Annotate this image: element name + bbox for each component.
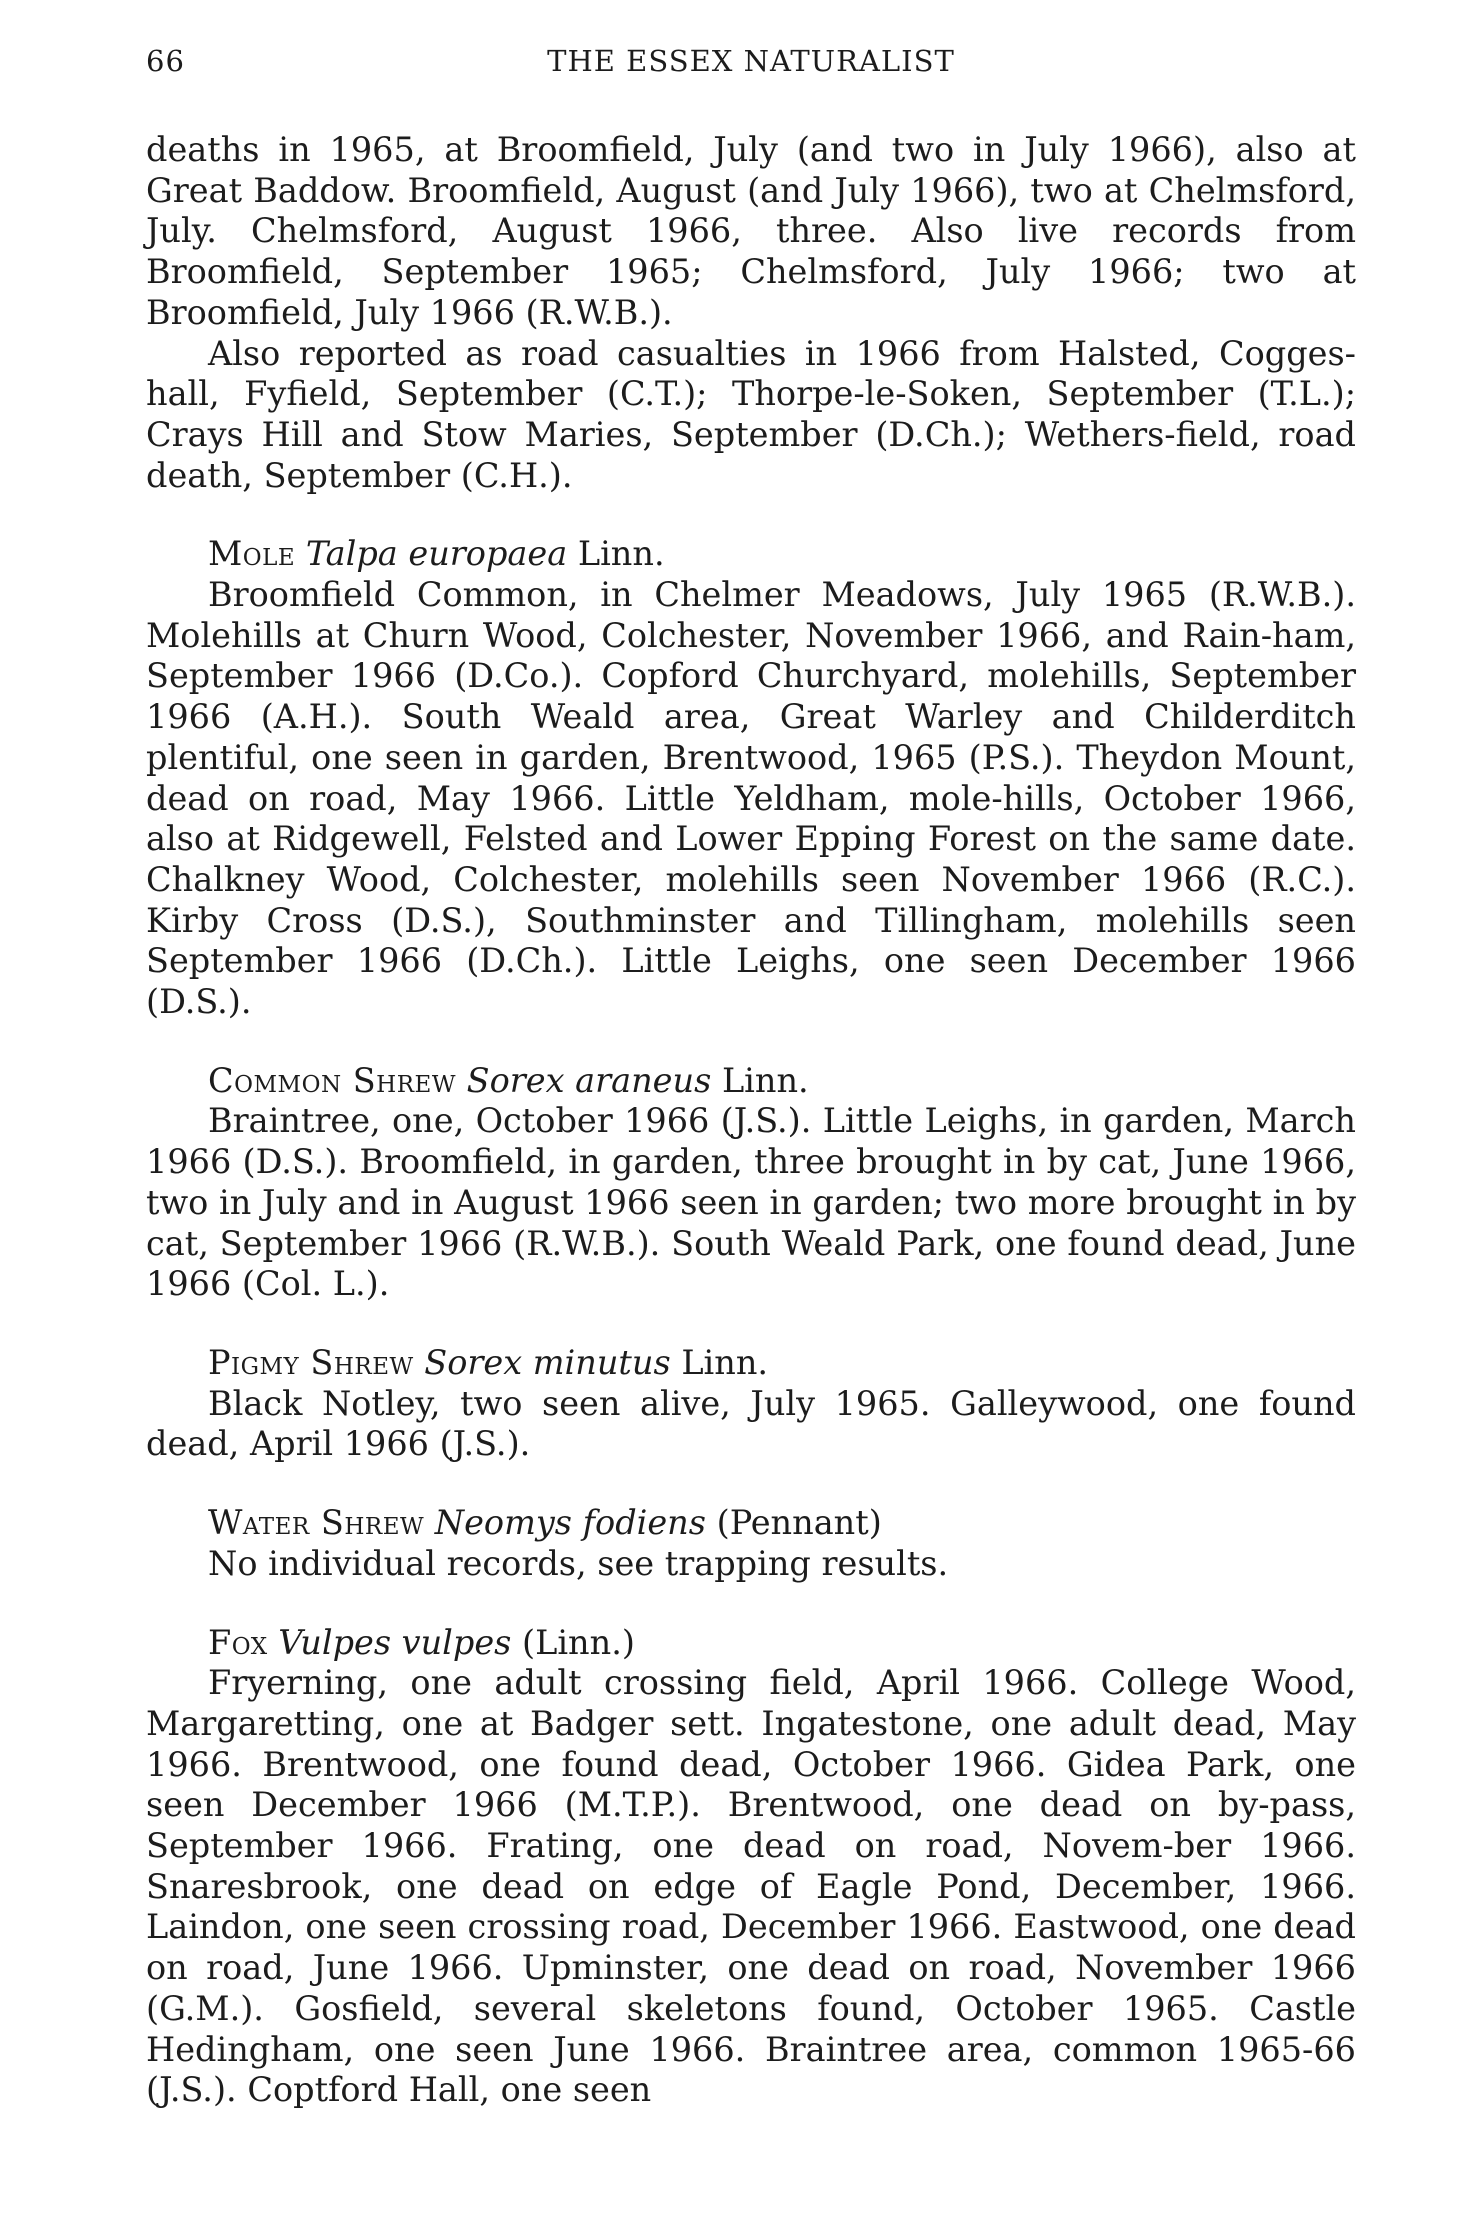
authority: (Linn.) (522, 1622, 635, 1662)
latin-name: Neomys fodiens (434, 1503, 706, 1543)
species-entry-common-shrew (146, 1061, 1356, 1305)
species-entry-mole (146, 534, 1356, 1022)
authority: Linn. (577, 534, 665, 574)
latin-name: Sorex araneus (466, 1060, 712, 1100)
latin-name: Talpa europaea (305, 534, 568, 574)
species-entry-pigmy-shrew (146, 1343, 1356, 1465)
latin-name: Sorex minutus (424, 1342, 671, 1382)
species-heading (146, 1623, 1356, 1664)
species-text: Black Notley, two seen alive, July 1965. Galleywood, one found dead, April 1966 (J.S.). (146, 1383, 1356, 1464)
common-name: Water Shrew (208, 1503, 425, 1543)
intro-paragraph: deaths in 1965, at Broomfield, July (and two in July 1966), also at Great Baddow. Broomfield, August (and July 1966), two at Chelmsford, July. Chelmsford, August 1966, three. Also live records from Broomfield, September 1965; Chelmsford, July 1966; two at Broomfield, July 1966 (R.W.B.). (146, 130, 1356, 332)
intro-paragraph: Also reported as road casualties in 1966 from Halsted, Cogges-hall, Fyfield, September (C.T.); Thorpe-le-Soken, September (T.L.); Crays Hill and Stow Maries, September (D.Ch.); Wethers-field, road death, September (C.H.). (146, 333, 1356, 495)
page-number: 66 (146, 44, 185, 78)
species-heading (146, 1503, 1356, 1544)
species-heading (146, 1343, 1356, 1384)
journal-title: THE ESSEX NATURALIST (547, 44, 955, 78)
common-name: Mole (208, 534, 296, 574)
species-text: Broomfield Common, in Chelmer Meadows, July 1965 (R.W.B.). Molehills at Churn Wood, Colchester, November 1966, and Rain-ham, September 1966 (D.Co.). Copford Churchyard, molehills, September 1966 (A.H.). South Weald area, Great Warley and Childerditch plentiful, one seen in garden, Brentwood, 1965 (P.S.). Theydon Mount, dead on road, May 1966. Little Yeldham, mole-hills, October 1966, also at Ridgewell, Felsted and Lower Epping Forest on the same date. Chalkney Wood, Colchester, molehills seen November 1966 (R.C.). Kirby Cross (D.S.), Southminster and Tillingham, molehills seen September 1966 (D.Ch.). Little Leighs, one seen December 1966 (D.S.). (146, 575, 1356, 1022)
authority: (Pennant) (716, 1503, 882, 1543)
species-heading (146, 534, 1356, 575)
species-entry-fox (146, 1623, 1356, 2111)
page-body (146, 130, 1356, 2111)
authority: Linn. (681, 1342, 769, 1382)
latin-name: Vulpes vulpes (278, 1622, 512, 1662)
common-name: Pigmy Shrew (208, 1342, 414, 1382)
species-text: No individual records, see trapping results. (208, 1543, 949, 1583)
authority: Linn. (721, 1060, 809, 1100)
common-name: Fox (208, 1622, 268, 1662)
species-heading (146, 1061, 1356, 1102)
common-name: Common Shrew (208, 1060, 456, 1100)
species-entry-water-shrew (146, 1503, 1356, 1584)
species-text: Braintree, one, October 1966 (J.S.). Little Leighs, in garden, March 1966 (D.S.). Broomfield, in garden, three brought in by cat, June 1966, two in July and in August 1966 seen in garden; two more brought in by cat, September 1966 (R.W.B.). South Weald Park, one found dead, June 1966 (Col. L.). (146, 1101, 1356, 1304)
running-head (146, 44, 1356, 84)
species-text: Fryerning, one adult crossing field, April 1966. College Wood, Margaretting, one at Badger sett. Ingatestone, one adult dead, May 1966. Brentwood, one found dead, October 1966. Gidea Park, one seen December 1966 (M.T.P.). Brentwood, one dead on by-pass, September 1966. Frating, one dead on road, Novem-ber 1966. Snaresbrook, one dead on edge of Eagle Pond, December, 1966. Laindon, one seen crossing road, December 1966. Eastwood, one dead on road, June 1966. Upminster, one dead on road, November 1966 (G.M.). Gosfield, several skeletons found, October 1965. Castle Hedingham, one seen June 1966. Braintree area, common 1965-66 (J.S.). Coptford Hall, one seen (146, 1663, 1356, 2110)
